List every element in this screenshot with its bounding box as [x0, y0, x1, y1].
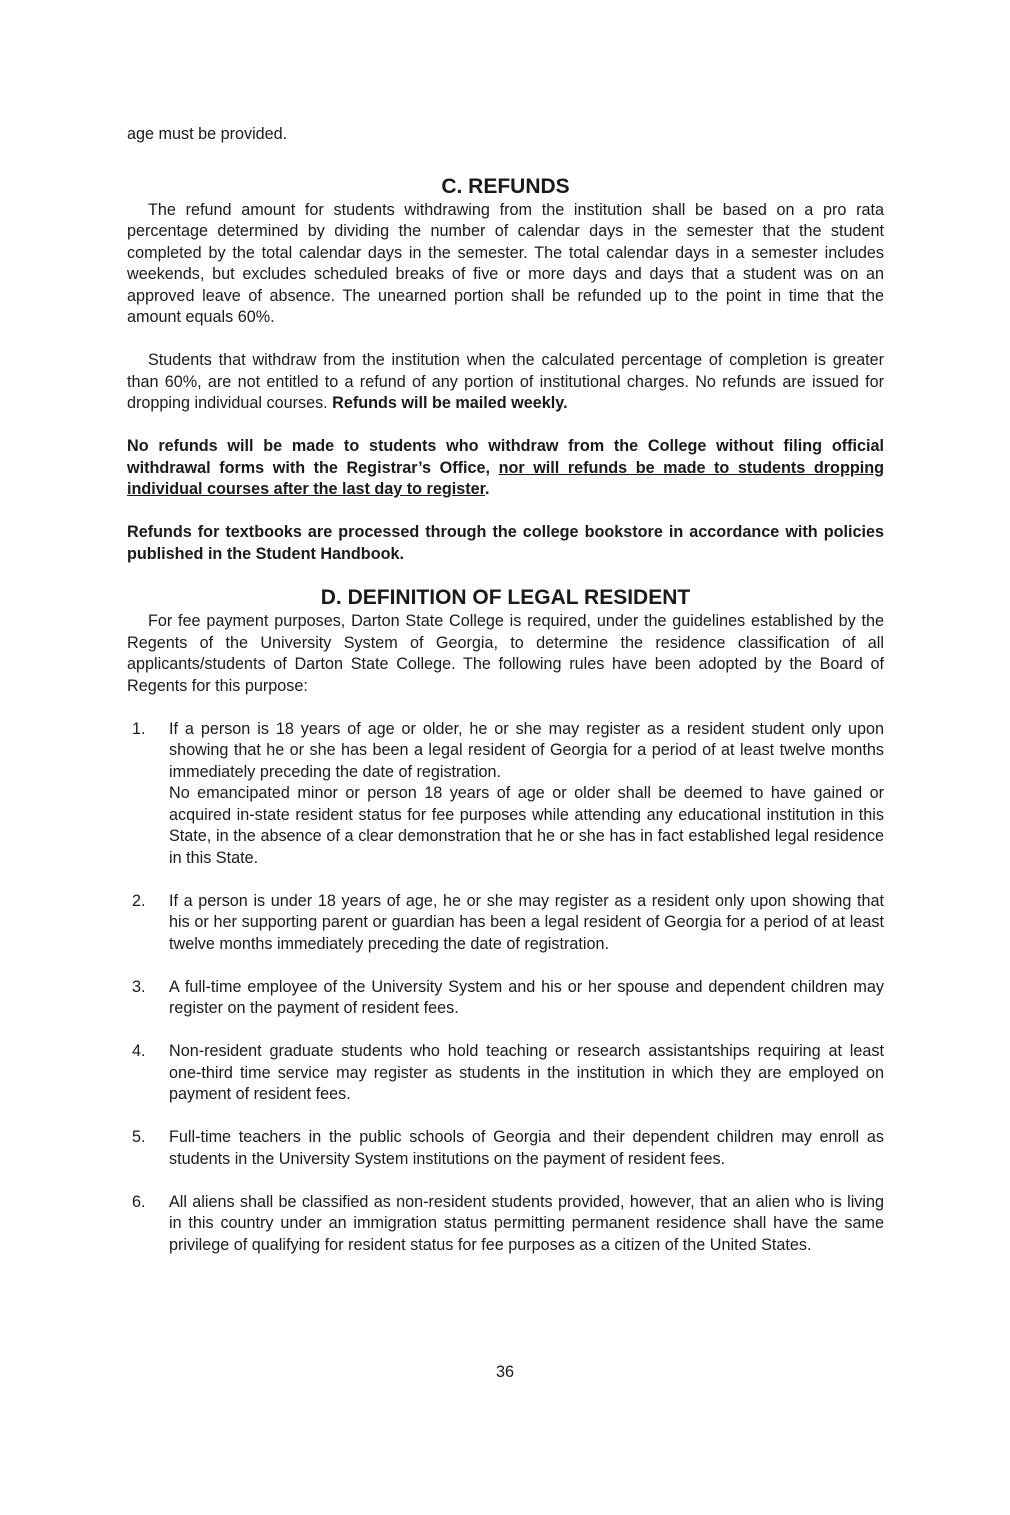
document-page	[127, 124, 884, 1256]
list-item-number: 4.	[132, 1042, 146, 1060]
list-item	[127, 719, 884, 870]
list-item-number: 6.	[132, 1192, 146, 1211]
refunds-no-refunds-text: No refunds will be made to students who withdraw from the College without filing official withdrawal forms with the Registrar’s Office,	[127, 437, 884, 477]
list-item-number: 2.	[132, 891, 146, 910]
refunds-paragraph-2	[127, 350, 884, 415]
refunds-heading: C. REFUNDS	[441, 174, 570, 198]
refunds-section	[127, 174, 884, 566]
refunds-paragraph-3	[127, 436, 884, 501]
continuation-text: age must be provided.	[127, 125, 288, 143]
page-number: 36	[495, 1363, 514, 1381]
list-item-text: Full-time teachers in the public schools of Georgia and their dependent children may enroll as students in the University System institutions on the payment of resident fees.	[169, 1128, 884, 1168]
refunds-mailed-weekly: Refunds will be mailed weekly.	[332, 394, 568, 412]
refunds-paragraph-2-text: Students that withdraw from the institution when the calculated percentage of completion is greater than 60%, are not entitled to a refund of any portion of institutional charges. No refunds are issued for dropping individual courses.	[127, 351, 884, 412]
refunds-underlined-text: nor will refunds be made to students dropping individual courses after the last day to register	[127, 458, 884, 498]
list-item-text: If a person is under 18 years of age, he or she may register as a resident only upon showing that his or her supporting parent or guardian has been a legal resident of Georgia for a period of at least twelve months immediately preceding the date of registration.	[169, 891, 884, 953]
residency-intro: For fee payment purposes, Darton State College is required, under the guidelines established by the Regents of the University System of Georgia, to determine the residence classification of all applicants/students of Darton State College. The following rules have been adopted by the Board of Regents for this purpose:	[127, 612, 884, 695]
residency-rules-list	[127, 719, 884, 1257]
list-item-number: 5.	[132, 1128, 146, 1146]
refunds-period: .	[485, 480, 490, 498]
list-item-number: 3.	[132, 977, 146, 996]
list-item	[127, 891, 884, 956]
refunds-paragraph-1: The refund amount for students withdrawing from the institution shall be based on a pro rata percentage determined by dividing the number of calendar days in the semester that the student completed by the total calendar days in the semester. The total calendar days in a semester includes weekends, but excludes scheduled breaks of five or more days and days that a student was on an approved leave of absence. The unearned portion shall be refunded up to the point in time that the amount equals 60%.	[127, 200, 884, 326]
list-item-text: If a person is 18 years of age or older, he or she may register as a resident student only upon showing that he or she has been a legal resident of Georgia for a period of at least twelve months immediately preceding the date of registration.	[169, 719, 884, 781]
refunds-paragraph-4: Refunds for textbooks are processed through the college bookstore in accordance with policies published in the Student Handbook.	[127, 523, 884, 563]
residency-section	[127, 585, 884, 1256]
list-item	[127, 1192, 884, 1257]
residency-heading: D. DEFINITION OF LEGAL RESIDENT	[320, 586, 691, 609]
list-item	[127, 1041, 884, 1106]
list-item-text: A full-time employee of the University System and his or her spouse and dependent children may register on the payment of resident fees.	[169, 977, 884, 1017]
list-item-text-continued: No emancipated minor or person 18 years of age or older shall be deemed to have gained or acquired in-state resident status for fee purposes while attending any educational institution in this State, in the absence of a clear demonstration that he or she has in fact established legal residence in this State.	[169, 784, 884, 867]
list-item	[127, 977, 884, 1020]
list-item	[127, 1127, 884, 1170]
list-item-text: Non-resident graduate students who hold teaching or research assistantships requiring at least one-third time service may register as students in the institution in which they are employed on payment of resident fees.	[169, 1042, 884, 1103]
list-item-number: 1.	[132, 719, 146, 738]
list-item-text: All aliens shall be classified as non-resident students provided, however, that an alien who is living in this country under an immigration status permitting permanent residence shall have the same privilege of qualifying for resident status for fee purposes as a citizen of the United States.	[169, 1192, 884, 1254]
